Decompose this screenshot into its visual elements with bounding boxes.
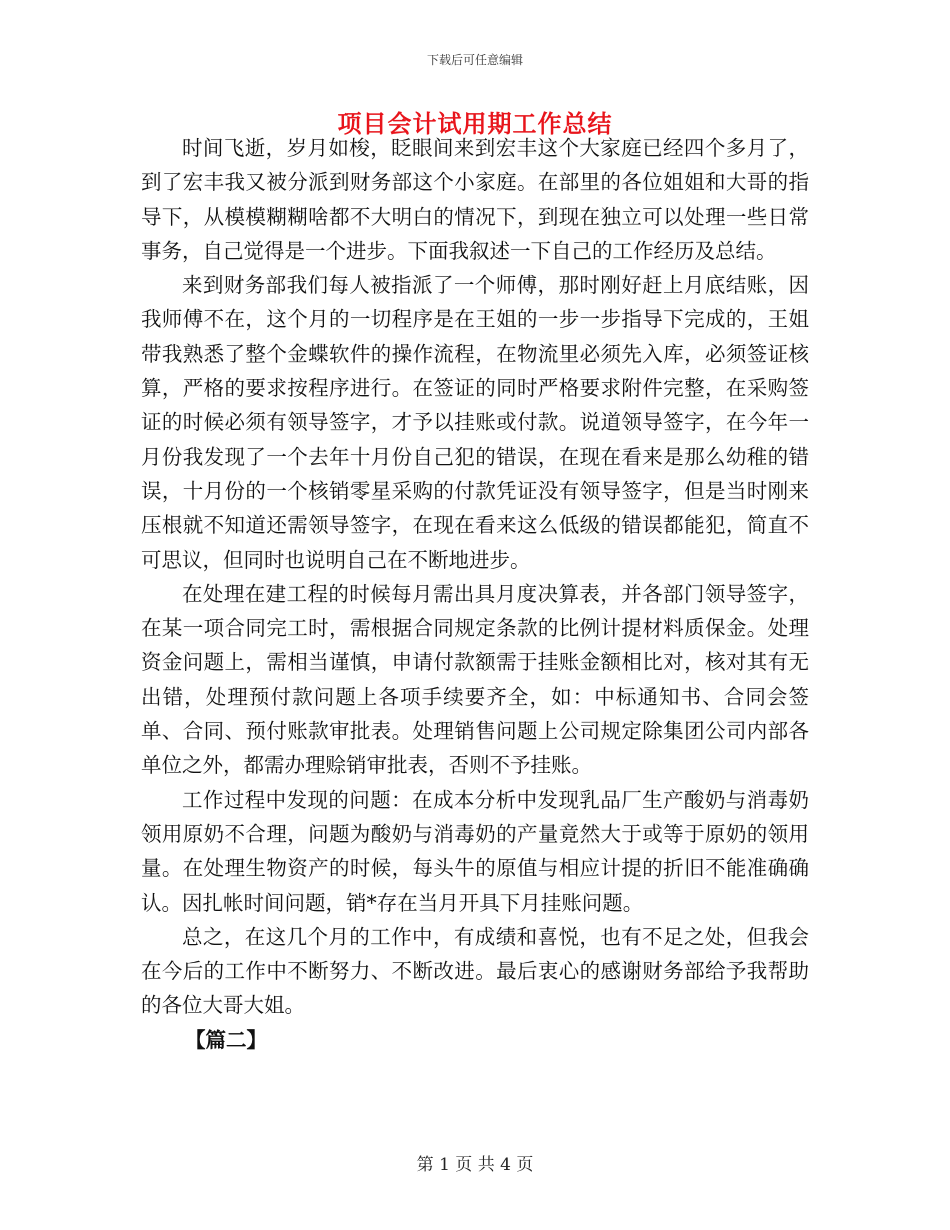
paragraph-conclusion: 总之，在这几个月的工作中，有成绩和喜悦，也有不足之处，但我会在今后的工作中不断努力、不断改进。最后衷心的感谢财务部给予我帮助的各位大哥大姐。 bbox=[141, 924, 809, 1018]
document-title: 项目会计试用期工作总结 bbox=[337, 109, 613, 138]
page-header: 下载后可任意编辑 bbox=[426, 53, 523, 67]
page-footer: 第 1 页 共 4 页 bbox=[416, 1155, 534, 1175]
paragraph-problems: 工作过程中发现的问题：在成本分析中发现乳品厂生产酸奶与消毒奶领用原奶不合理，问题为酸奶与消毒奶的产量竟然大于或等于原奶的领用量。在处理生物资产的时候，每头牛的原值与相应计提的折旧不能准确确认。因扎帐时间问题，销*存在当月开具下月挂账问题。 bbox=[141, 787, 809, 915]
section-label: 【篇二】 bbox=[185, 1027, 267, 1052]
paragraph-mentorship: 来到财务部我们每人被指派了一个师傅，那时刚好赶上月底结账，因我师傅不在，这个月的一切程序是在王姐的一步一步指导下完成的，王姐带我熟悉了整个金蝶软件的操作流程，在物流里必须先入库，必须签证核算，严格的要求按程序进行。在签证的同时严格要求附件完整，在采购签证的时候必须有领导签字，才予以挂账或付款。说道领导签字，在今年一月份我发现了一个去年十月份自己犯的错误，在现在看来是那么幼稚的错误，十月份的一个核销零星采购的付款凭证没有领导签字，但是当时刚来压根就不知道还需领导签字，在现在看来这么低级的错误都能犯，简直不可思议，但同时也说明自己在不断地进步。 bbox=[141, 273, 809, 572]
paragraph-intro: 时间飞逝，岁月如梭，眨眼间来到宏丰这个大家庭已经四个多月了，到了宏丰我又被分派到财务部这个小家庭。在部里的各位姐姐和大哥的指导下，从模模糊糊啥都不大明白的情况下，到现在独立可以处理一些日常事务，自己觉得是一个进步。下面我叙述一下自己的工作经历及总结。 bbox=[141, 136, 809, 263]
document-body bbox=[141, 131, 809, 1057]
paragraph-construction: 在处理在建工程的时候每月需出具月度决算表，并各部门领导签字，在某一项合同完工时，需根据合同规定条款的比例计提材料质保金。处理资金问题上，需相当谨慎，申请付款额需于挂账金额相比对，核对其有无出错，处理预付款问题上各项手续要齐全，如：中标通知书、合同会签单、合同、预付账款审批表。处理销售问题上公司规定除集团公司内部各单位之外，都需办理赊销审批表，否则不予挂账。 bbox=[141, 581, 809, 778]
